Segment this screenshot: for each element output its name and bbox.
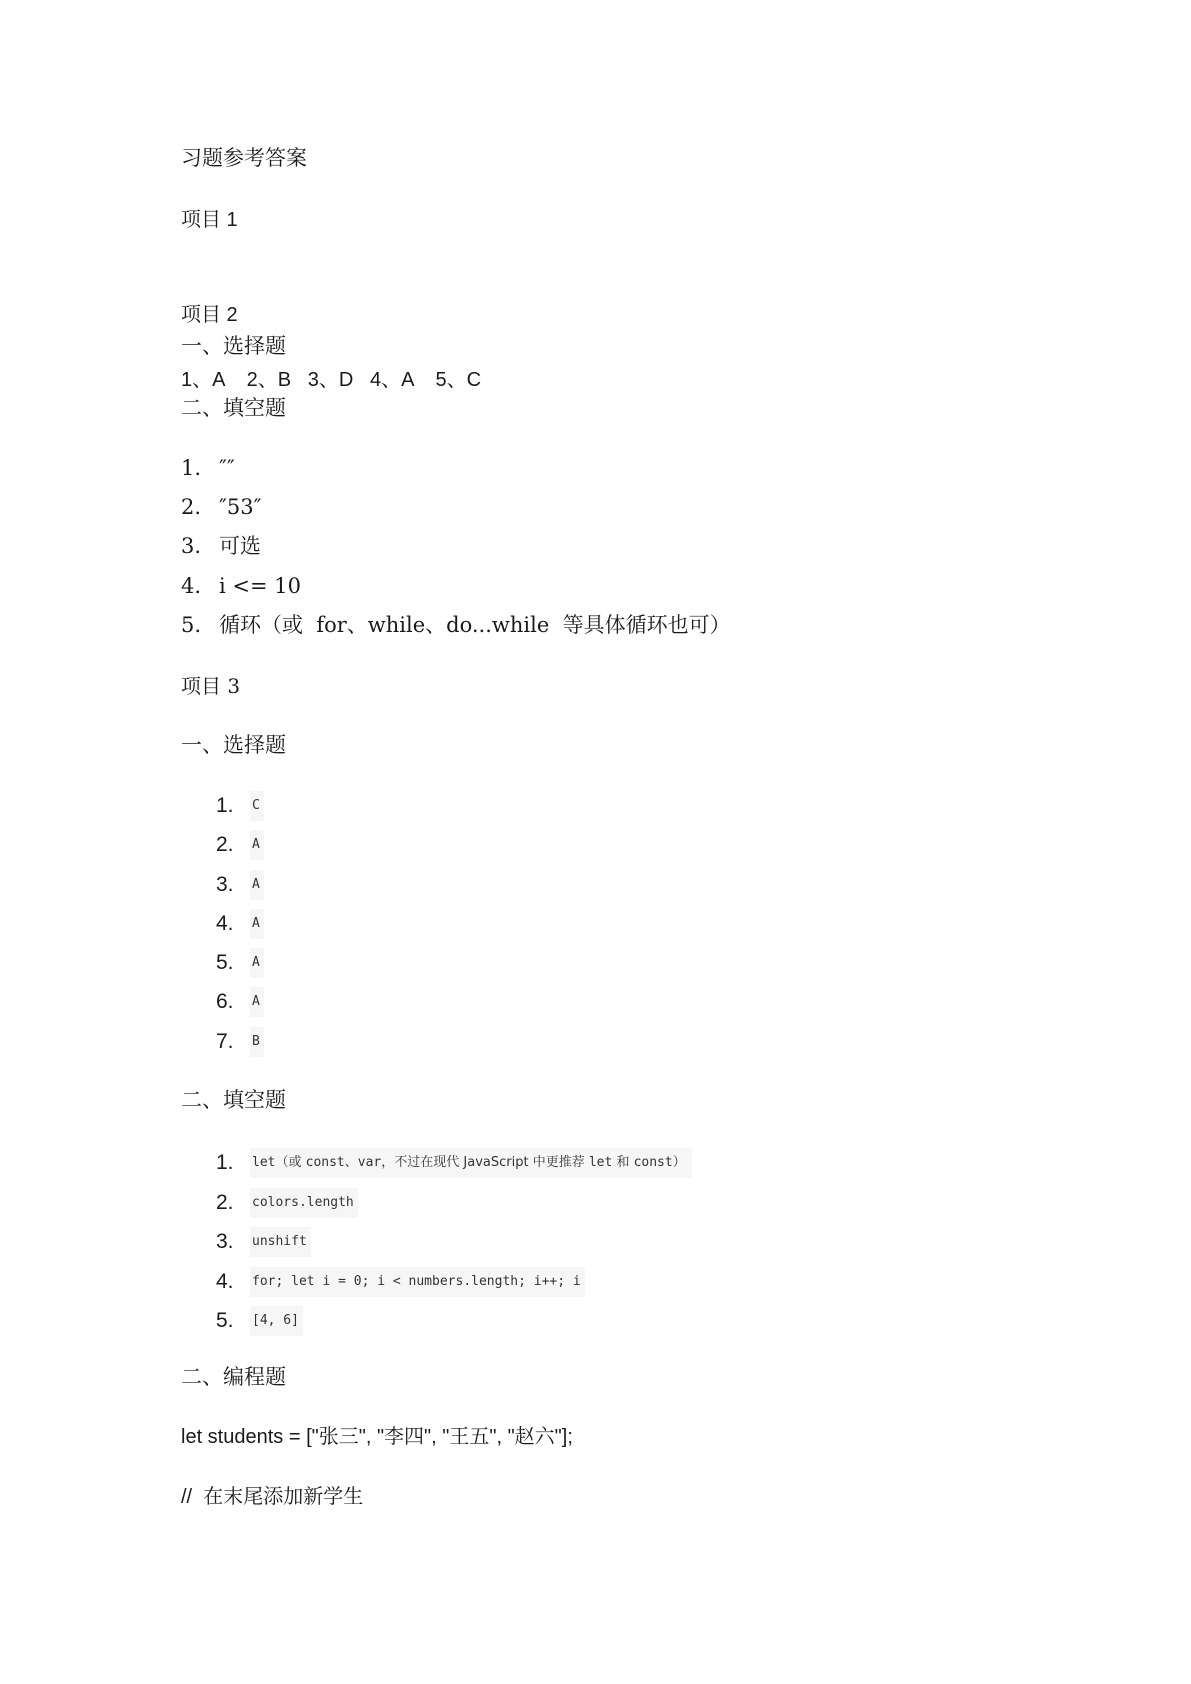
item-value: for; let i = 0; i < numbers.length; i++; i (250, 1267, 585, 1297)
item-value: C (250, 791, 264, 821)
code-line: let students = ["张三", "李四", "王五", "赵六"]; (181, 1426, 573, 1448)
p2-fill-item (181, 613, 731, 638)
item-number: 1. (216, 1151, 234, 1174)
item-number: 3. (216, 1230, 234, 1253)
item-value: [4, 6] (250, 1306, 303, 1336)
p2-choice-heading: 一、选择题 (181, 334, 286, 358)
item-number: 5. (216, 951, 234, 974)
p2-fill-heading: 二、填空题 (181, 396, 286, 420)
p2-choice-answers: 1、A 2、B 3、D 4、A 5、C (181, 369, 482, 391)
item-text: ″″ (219, 456, 235, 480)
project-2-heading: 项目 2 (181, 304, 238, 326)
item-number: 5. (181, 613, 202, 637)
p2-fill-item (181, 534, 261, 559)
code-keyword: const (633, 1155, 673, 1170)
item-value (250, 1148, 692, 1178)
code-keyword: let (252, 1155, 276, 1170)
item-number: 7. (216, 1030, 234, 1053)
p2-fill-item (181, 495, 261, 520)
p3-fill-heading: 二、填空题 (181, 1088, 286, 1112)
project-1-heading: 项目 1 (181, 209, 238, 231)
item-text: 循环（或 for、while、do...while 等具体循环也可） (219, 613, 731, 637)
text-segment: ） (672, 1155, 686, 1170)
code-comment: // 在末尾添加新学生 (181, 1486, 364, 1508)
document-title: 习题参考答案 (181, 146, 307, 170)
item-number: 2. (216, 1191, 234, 1214)
text-segment: ，不过在现代 JavaScript 中更推荐 (381, 1155, 589, 1170)
p3-programming-heading: 二、编程题 (181, 1365, 286, 1389)
item-value: unshift (250, 1227, 311, 1257)
text-segment: 、 (344, 1155, 358, 1170)
p3-choice-heading: 一、选择题 (181, 733, 286, 757)
p2-fill-item (181, 574, 301, 599)
project-3-heading: 项目 3 (181, 674, 241, 698)
item-text: ″53″ (219, 495, 262, 519)
code-keyword: const (305, 1155, 345, 1170)
item-number: 3. (181, 534, 202, 558)
item-value: A (250, 830, 264, 860)
text-segment: 和 (612, 1155, 634, 1170)
item-value: B (250, 1027, 264, 1057)
item-text: 可选 (219, 534, 261, 558)
item-number: 2. (181, 495, 202, 519)
item-number: 3. (216, 873, 234, 896)
item-value: colors.length (250, 1188, 358, 1218)
item-value: A (250, 909, 264, 939)
item-number: 6. (216, 990, 234, 1013)
item-value: A (250, 948, 264, 978)
code-keyword: let (588, 1155, 613, 1170)
item-number: 2. (216, 833, 234, 856)
item-number: 4. (216, 912, 234, 935)
item-number: 4. (216, 1270, 234, 1293)
item-number: 1. (181, 456, 202, 480)
item-value: A (250, 870, 264, 900)
item-value: A (250, 987, 264, 1017)
item-text: i <= 10 (219, 574, 301, 598)
item-number: 1. (216, 794, 234, 817)
item-number: 5. (216, 1309, 234, 1332)
code-keyword: var (357, 1155, 382, 1170)
text-segment: （或 (275, 1155, 306, 1170)
item-number: 4. (181, 574, 202, 598)
p2-fill-item (181, 456, 235, 481)
